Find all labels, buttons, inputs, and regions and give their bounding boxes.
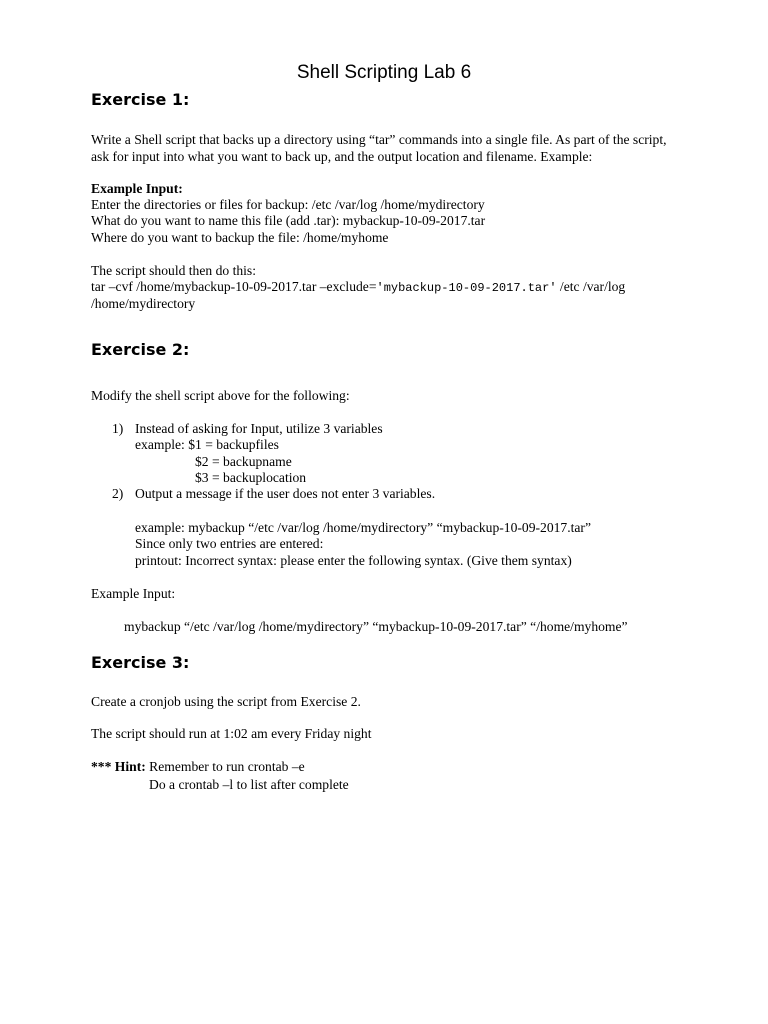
- exercise-1-input-2: What do you want to name this file (add .tar): mybackup-10-09-2017.tar: [91, 213, 486, 228]
- list-item-1-text: Instead of asking for Input, utilize 3 variables: [135, 421, 383, 436]
- exercise-2-example-label: Example Input:: [91, 586, 176, 601]
- list-item-2-only-two: Since only two entries are entered:: [135, 536, 324, 551]
- exercise-2-heading: Exercise 2:: [91, 340, 190, 359]
- list-item-2-text: Output a message if the user does not enter 3 variables.: [135, 486, 436, 501]
- exercise-3-line-1: Create a cronjob using the script from Exercise 2.: [91, 694, 361, 709]
- hint-line-2: Do a crontab –l to list after complete: [149, 777, 349, 792]
- hint-text: Remember to run crontab –e: [145, 759, 305, 774]
- command-suffix: /etc /var/log: [556, 279, 626, 294]
- exercise-3-heading: Exercise 3:: [91, 653, 190, 672]
- exercise-1-example-label: Example Input:: [91, 181, 183, 196]
- exercise-1-command-line-2: /home/mydirectory: [91, 296, 196, 311]
- exercise-1-description-line-1: Write a Shell script that backs up a directory using “tar” commands into a single file. As part of the script,: [91, 132, 667, 147]
- list-item-1-number: 1): [112, 421, 124, 436]
- command-exclude-value: 'mybackup-10-09-2017.tar': [376, 281, 557, 295]
- command-prefix: tar –cvf /home/mybackup-10-09-2017.tar –exclude=: [91, 279, 377, 294]
- exercise-1-then-text: The script should then do this:: [91, 263, 256, 278]
- exercise-1-heading: Exercise 1:: [91, 90, 190, 109]
- exercise-2-intro: Modify the shell script above for the following:: [91, 388, 350, 403]
- list-item-2-printout: printout: Incorrect syntax: please enter the following syntax. (Give them syntax): [135, 553, 572, 568]
- list-item-1-example: example: $1 = backupfiles: [135, 437, 279, 452]
- hint-label: *** Hint:: [91, 759, 146, 774]
- exercise-3-line-2: The script should run at 1:02 am every Friday night: [91, 726, 372, 741]
- list-item-2-number: 2): [112, 486, 124, 501]
- hint-line-1: [91, 758, 305, 775]
- list-item-2-example: example: mybackup “/etc /var/log /home/mydirectory” “mybackup-10-09-2017.tar”: [135, 520, 591, 535]
- list-item-1-var-2: $2 = backupname: [195, 454, 292, 469]
- exercise-2-example-command: mybackup “/etc /var/log /home/mydirectory” “mybackup-10-09-2017.tar” “/home/myhome”: [124, 619, 628, 634]
- exercise-1-input-1: Enter the directories or files for backup: /etc /var/log /home/mydirectory: [91, 197, 485, 212]
- page-title: Shell Scripting Lab 6: [296, 62, 472, 83]
- list-item-1-var-3: $3 = backuplocation: [195, 470, 307, 485]
- exercise-1-input-3: Where do you want to backup the file: /home/myhome: [91, 230, 389, 245]
- exercise-1-description-line-2: ask for input into what you want to back up, and the output location and filename. Example:: [91, 149, 593, 164]
